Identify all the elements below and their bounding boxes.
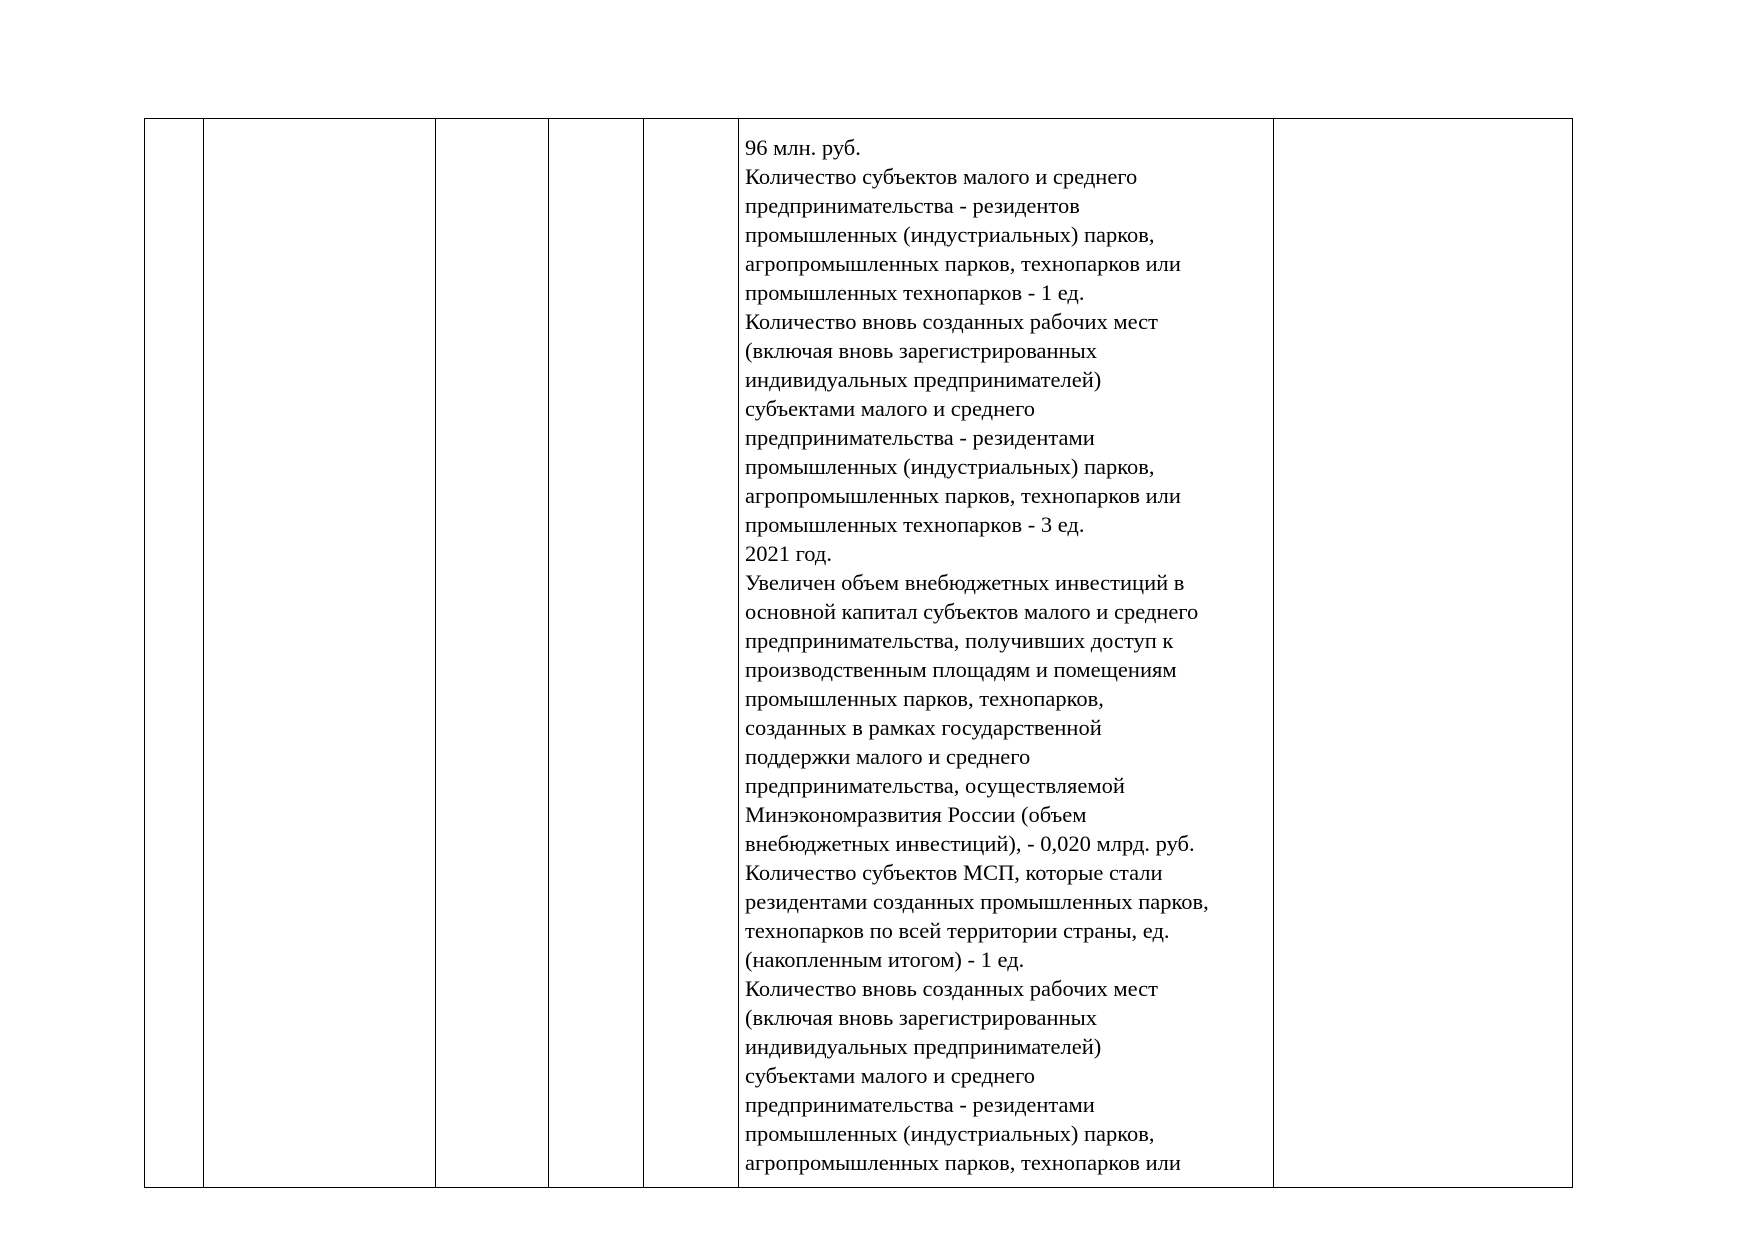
text-line: предпринимательства - резидентами <box>745 1092 1095 1117</box>
text-line: основной капитал субъектов малого и среднего <box>745 599 1199 624</box>
text-line: резидентами созданных промышленных парков, <box>745 889 1209 914</box>
text-line: предпринимательства - резидентов <box>745 193 1080 218</box>
text-line: Минэкономразвития России (объем <box>745 802 1087 827</box>
text-line: индивидуальных предпринимателей) <box>745 367 1102 392</box>
text-line: предпринимательства - резидентами <box>745 425 1095 450</box>
text-line: Количество субъектов малого и среднего <box>745 164 1138 189</box>
text-line: производственным площадям и помещениям <box>745 657 1177 682</box>
text-line: предпринимательства, получивших доступ к <box>745 628 1174 653</box>
text-line: (включая вновь зарегистрированных <box>745 338 1097 363</box>
text-line: (включая вновь зарегистрированных <box>745 1005 1097 1030</box>
text-line: предпринимательства, осуществляемой <box>745 773 1125 798</box>
text-line: агропромышленных парков, технопарков или <box>745 483 1181 508</box>
text-line: промышленных парков, технопарков, <box>745 686 1104 711</box>
table-cell-col5 <box>644 119 739 1188</box>
results-text-block <box>739 119 1273 1177</box>
text-line: субъектами малого и среднего <box>745 396 1036 421</box>
text-line: поддержки малого и среднего <box>745 744 1031 769</box>
text-line: созданных в рамках государственной <box>745 715 1102 740</box>
text-line: агропромышленных парков, технопарков или <box>745 251 1181 276</box>
table-cell-results <box>739 119 1274 1188</box>
text-line: промышленных (индустриальных) парков, <box>745 454 1155 479</box>
text-line: (накопленным итогом) - 1 ед. <box>745 947 1025 972</box>
text-line: индивидуальных предпринимателей) <box>745 1034 1102 1059</box>
text-line: 2021 год. <box>745 541 832 566</box>
text-line: агропромышленных парков, технопарков или <box>745 1150 1181 1175</box>
text-line: 96 млн. руб. <box>745 135 861 160</box>
text-line: промышленных (индустриальных) парков, <box>745 222 1155 247</box>
text-line: Увеличен объем внебюджетных инвестиций в <box>745 570 1185 595</box>
table-cell-name <box>204 119 436 1188</box>
document-table <box>144 118 1573 1188</box>
table-cell-col4 <box>549 119 644 1188</box>
table-cell-col7 <box>1274 119 1573 1188</box>
table-cell-col3 <box>436 119 549 1188</box>
text-line: промышленных технопарков - 3 ед. <box>745 512 1085 537</box>
text-line: внебюджетных инвестиций), - 0,020 млрд. руб. <box>745 831 1195 856</box>
table-cell-number <box>145 119 204 1188</box>
text-line: Количество субъектов МСП, которые стали <box>745 860 1163 885</box>
table-row <box>145 119 1573 1188</box>
text-line: Количество вновь созданных рабочих мест <box>745 976 1158 1001</box>
text-line: промышленных технопарков - 1 ед. <box>745 280 1085 305</box>
text-line: промышленных (индустриальных) парков, <box>745 1121 1155 1146</box>
text-line: Количество вновь созданных рабочих мест <box>745 309 1158 334</box>
text-line: субъектами малого и среднего <box>745 1063 1036 1088</box>
text-line: технопарков по всей территории страны, ед. <box>745 918 1170 943</box>
